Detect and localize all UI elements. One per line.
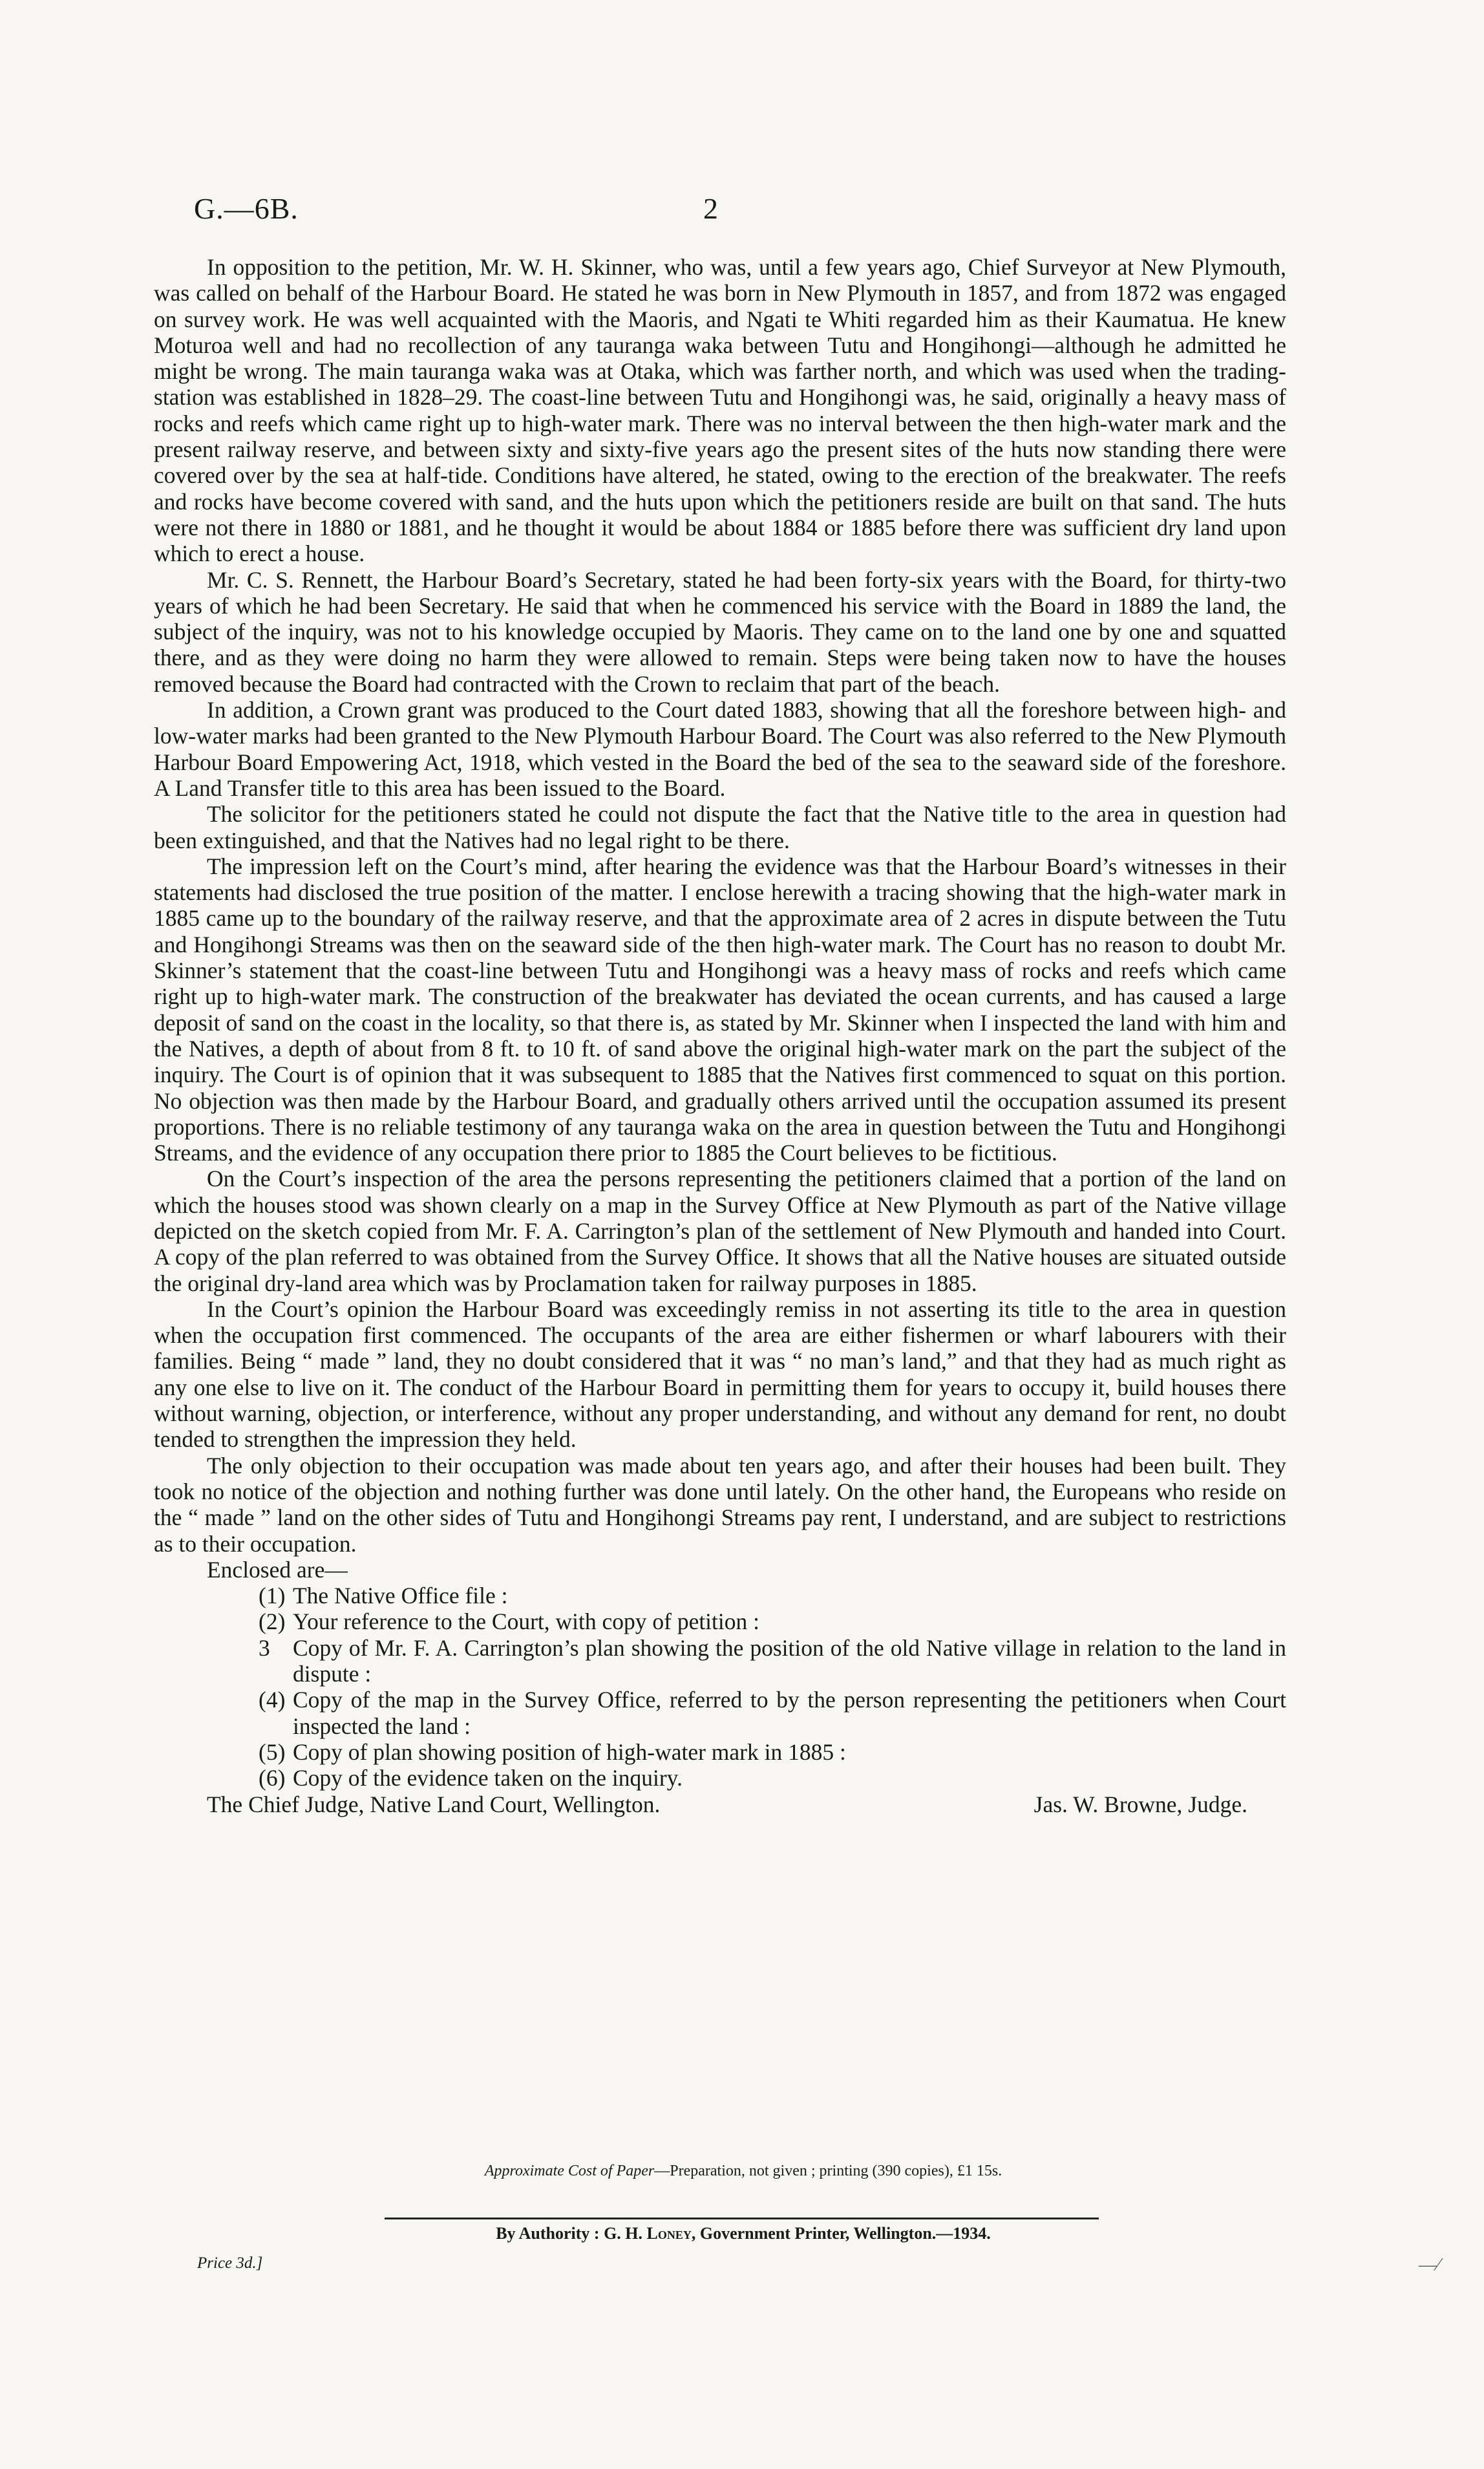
- enclosure-text: Copy of plan showing position of high-water mark in 1885 :: [293, 1738, 846, 1765]
- enclosed-heading: Enclosed are—: [207, 1556, 348, 1583]
- paragraph-court-inspection: On the Court’s inspection of the area the persons representing the petitioners claimed that a portion of the land on which the houses stood was shown clearly on a map in the Survey Office at New Plymouth as part of the Native village depicted on the sketch copied from Mr. F. A. Carrington’s plan of the settlement of New Plymouth and handed into Court. A copy of the plan referred to was obtained from the Survey Office. It shows that all the Native houses are situated outside the original dry-land area which was by Proclamation taken for railway purposes in 1885.: [154, 1166, 1286, 1296]
- paragraph-rennett-evidence: Mr. C. S. Rennett, the Harbour Board’s Secretary, stated he had been forty-six years with the Board, for thirty-two years of which he had been Secretary. He said that when he commenced his service with the Board in 1889 the land, the subject of the inquiry, was not to his knowledge occupied by Maoris. They came on to the land one by one and squatted there, and as they were doing no harm they were allowed to remain. Steps were being taken now to have the houses removed because the Board had contracted with the Crown to reclaim that part of the beach.: [154, 566, 1286, 697]
- enclosure-marker: (6): [259, 1765, 286, 1791]
- enclosure-marker: 3: [259, 1634, 270, 1661]
- addressee: The Chief Judge, Native Land Court, Wellington.: [207, 1791, 661, 1817]
- enclosure-item: [154, 1687, 1286, 1739]
- paragraph-skinner-evidence: In opposition to the petition, Mr. W. H. Skinner, who was, until a few years ago, Chief Surveyor at New Plymouth, was called on behalf of the Harbour Board. He stated he was born in New Plymouth in 1857, and from 1872 was engaged on survey work. He was well acquainted with the Maoris, and Ngati te Whiti regarded him as their Kaumatua. He knew Moturoa well and had no recollection of any tauranga waka between Tutu and Hongihongi—although he admitted he might be wrong. The main tauranga waka was at Otaka, which was farther north, and which was used when the trading-station was established in 1828–29. The coast-line between Tutu and Hongihongi was, he said, originally a heavy mass of rocks and reefs which came right up to high-water mark. There was no interval between the then high-water mark and the present railway reserve, and between sixty and sixty-five years ago the present sites of the huts now standing there were covered over by the sea at half-tide. Conditions have altered, he stated, owing to the erection of the breakwater. The reefs and rocks have become covered with sand, and the huts upon which the petitioners reside are built on that sand. The huts were not there in 1880 or 1881, and he thought it would be about 1884 or 1885 before there was sufficient dry land upon which to erect a house.: [154, 254, 1286, 567]
- enclosure-text: Copy of the map in the Survey Office, referred to by the person representing the petitioners when Court inspected the land :: [293, 1687, 1286, 1739]
- page-number: 2: [703, 192, 718, 225]
- enclosure-text: Copy of the evidence taken on the inquiry.: [293, 1765, 683, 1791]
- paragraph-court-opinion: In the Court’s opinion the Harbour Board was exceedingly remiss in not asserting its title to the area in question when the occupation first commenced. The occupants of the area are either fishermen or wharf labourers with their families. Being “ made ” land, they no doubt considered that it was “ no man’s land,” and that they had as much right as any one else to live on it. The conduct of the Harbour Board in permitting them for years to occupy it, build houses there without warning, objection, or interference, without any proper understanding, and without any demand for rent, no doubt tended to strengthen the impression they held.: [154, 1296, 1286, 1453]
- cost-text: —Preparation, not given ; printing (390 copies), £1 15s.: [654, 2163, 1002, 2179]
- enclosure-item: [154, 1739, 1286, 1765]
- enclosure-marker: (5): [259, 1738, 286, 1765]
- margin-mark: —⁄: [1419, 2255, 1440, 2275]
- footer-rule: [385, 2218, 1099, 2219]
- enclosure-item: [154, 1583, 1286, 1609]
- paragraph-objection: The only objection to their occupation was made about ten years ago, and after their houses had been built. They took no notice of the objection and nothing further was done until lately. On the other hand, the Europeans who reside on the “ made ” land on the other sides of Tutu and Hongihongi Streams pay rent, I understand, and are subject to restrictions as to their occupation.: [154, 1452, 1286, 1557]
- enclosure-marker: (4): [259, 1687, 286, 1713]
- enclosure-text: Copy of Mr. F. A. Carrington’s plan showing the position of the old Native village in relation to the land in dispute :: [293, 1634, 1286, 1687]
- enclosure-list: [154, 1583, 1286, 1791]
- enclosure-item: [154, 1635, 1286, 1687]
- authority-prefix: By Authority :: [496, 2224, 600, 2243]
- cost-label: Approximate Cost of Paper: [484, 2163, 655, 2179]
- signatory: Jas. W. Browne, Judge.: [1034, 1791, 1247, 1817]
- document-reference: G.—6B.: [194, 192, 299, 225]
- enclosure-item: [154, 1609, 1286, 1634]
- price: Price 3d.]: [197, 2254, 263, 2272]
- cost-of-paper: [194, 2163, 1293, 2180]
- authority-line: [194, 2224, 1293, 2243]
- enclosure-marker: (1): [259, 1583, 286, 1609]
- paragraph-crown-grant: In addition, a Crown grant was produced to the Court dated 1883, showing that all the foreshore between high- and low-water marks had been granted to the New Plymouth Harbour Board. The Court was also referred to the New Plymouth Harbour Board Empowering Act, 1918, which vested in the Board the bed of the sea to the seaward side of the foreshore. A Land Transfer title to this area has been issued to the Board.: [154, 697, 1286, 801]
- authority-suffix: Government Printer, Wellington.—1934.: [699, 2224, 991, 2243]
- page-header: [194, 191, 1293, 230]
- paragraph-court-impression: The impression left on the Court’s mind, after hearing the evidence was that the Harbour Board’s witnesses in their statements had disclosed the true position of the matter. I enclose herewith a tracing showing that the high-water mark in 1885 came up to the boundary of the railway reserve, and that the approximate area of 2 acres in dispute between the Tutu and Hongihongi Streams was then on the seaward side of the then high-water mark. The Court has no reason to doubt Mr. Skinner’s statement that the coast-line between Tutu and Hongihongi was a heavy mass of rocks and reefs which came right up to high-water mark. The construction of the breakwater has deviated the ocean currents, and has caused a large deposit of sand on the coast in the locality, so that there is, as stated by Mr. Skinner when I inspected the land with him and the Natives, a depth of about from 8 ft. to 10 ft. of sand above the original high-water mark on the part the subject of the inquiry. The Court is of opinion that it was subsequent to 1885 that the Natives first commenced to squat on this portion. No objection was then made by the Harbour Board, and gradually others arrived until the occupation assumed its present proportions. There is no reliable testimony of any tauranga waka on the area in question between the Tutu and Hongihongi Streams, and the evidence of any occupation there prior to 1885 the Court believes to be fictitious.: [154, 853, 1286, 1166]
- enclosure-text: The Native Office file :: [293, 1583, 508, 1609]
- enclosure-text: Your reference to the Court, with copy of petition :: [293, 1609, 760, 1635]
- printer-name: G. H. Loney,: [604, 2224, 696, 2243]
- enclosure-item: [154, 1765, 1286, 1791]
- enclosure-marker: (2): [259, 1609, 286, 1635]
- body-text: [154, 254, 1286, 1817]
- paragraph-solicitor: The solicitor for the petitioners stated he could not dispute the fact that the Native title to the area in question had been extinguished, and that the Natives had no legal right to be there.: [154, 801, 1286, 853]
- signature-line: [154, 1791, 1286, 1817]
